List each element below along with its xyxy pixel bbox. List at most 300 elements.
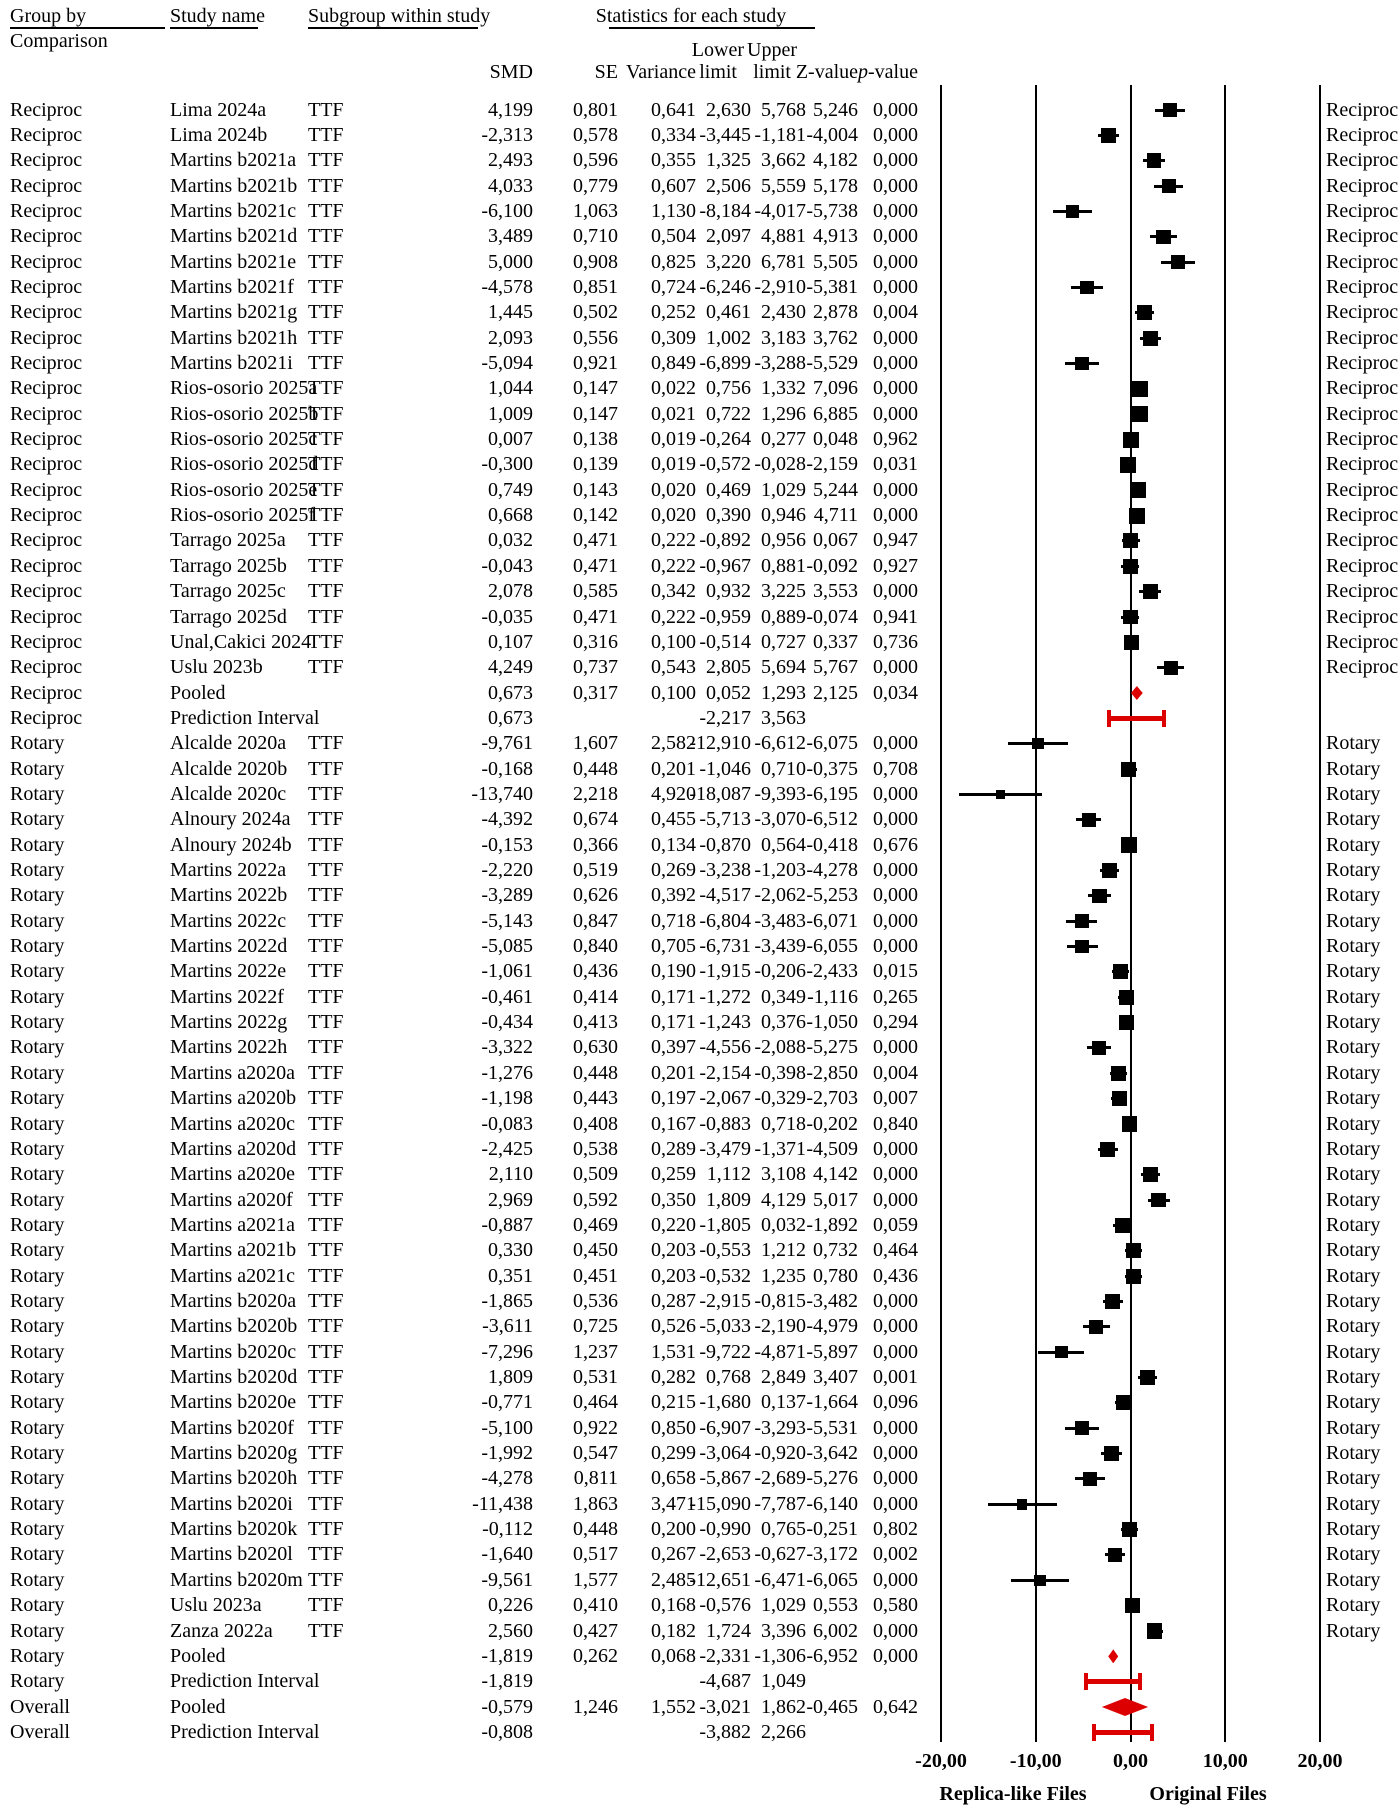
cell-lower: 1,325 bbox=[706, 149, 751, 172]
gridline bbox=[1224, 85, 1226, 1742]
cell-lower: -5,867 bbox=[699, 1467, 751, 1490]
cell-study: Martins b2021b bbox=[170, 174, 298, 197]
cell-subgroup: TTF bbox=[308, 1568, 344, 1591]
cell-smd: 0,668 bbox=[488, 504, 533, 527]
effect-square bbox=[1034, 1575, 1045, 1586]
cell-p: 0,034 bbox=[873, 681, 918, 704]
cell-group: Rotary bbox=[10, 909, 65, 932]
axis-tick-label: -20,00 bbox=[915, 1750, 967, 1772]
cell-subgroup: TTF bbox=[308, 1264, 344, 1287]
cell-variance: 0,825 bbox=[651, 250, 696, 273]
cell-group: Reciproc bbox=[10, 326, 83, 349]
cell-z: -2,850 bbox=[806, 1061, 858, 1084]
cell-lower: -6,804 bbox=[699, 909, 751, 932]
cell-upper: -0,028 bbox=[754, 453, 806, 476]
effect-square bbox=[1082, 813, 1096, 827]
cell-group: Reciproc bbox=[10, 275, 83, 298]
axis-tick-label: 10,00 bbox=[1202, 1750, 1248, 1772]
effect-square bbox=[1102, 863, 1117, 878]
cell-subgroup: TTF bbox=[308, 1391, 344, 1414]
cell-subgroup: TTF bbox=[308, 377, 344, 400]
pooled-diamond bbox=[1108, 1649, 1118, 1663]
cell-group: Reciproc bbox=[10, 529, 83, 552]
cell-variance: 0,203 bbox=[651, 1239, 696, 1262]
cell-upper: 6,781 bbox=[761, 250, 806, 273]
cell-z: 7,096 bbox=[813, 377, 858, 400]
effect-square bbox=[1120, 457, 1136, 473]
side-group-label: Reciproc bbox=[1326, 377, 1398, 400]
effect-square bbox=[1111, 1066, 1126, 1081]
cell-subgroup: TTF bbox=[308, 225, 344, 248]
cell-group: Rotary bbox=[10, 859, 65, 881]
cell-smd: -5,143 bbox=[481, 909, 533, 932]
cell-subgroup: TTF bbox=[308, 199, 344, 222]
effect-square bbox=[1119, 1015, 1134, 1030]
cell-p: 0,000 bbox=[873, 174, 918, 197]
cell-z: 3,762 bbox=[813, 326, 858, 349]
cell-variance: 0,021 bbox=[651, 402, 696, 425]
cell-subgroup: TTF bbox=[308, 1492, 344, 1515]
cell-upper: -0,398 bbox=[754, 1061, 806, 1084]
cell-subgroup: TTF bbox=[308, 1163, 344, 1186]
cell-se: 0,538 bbox=[573, 1137, 618, 1160]
cell-p: 0,000 bbox=[873, 504, 918, 527]
cell-se: 0,779 bbox=[573, 174, 618, 197]
cell-subgroup: TTF bbox=[308, 1036, 344, 1059]
cell-se: 0,448 bbox=[573, 1518, 618, 1541]
cell-p: 0,000 bbox=[873, 225, 918, 248]
cell-lower: 0,756 bbox=[706, 377, 751, 400]
cell-lower: 3,220 bbox=[706, 250, 751, 273]
cell-z: -6,071 bbox=[806, 909, 858, 932]
cell-z: -4,509 bbox=[806, 1137, 858, 1160]
cell-lower: 0,469 bbox=[706, 478, 751, 501]
cell-p: 0,436 bbox=[873, 1264, 918, 1287]
cell-subgroup: TTF bbox=[308, 935, 344, 958]
cell-z: -1,664 bbox=[806, 1391, 858, 1414]
cell-variance: 0,100 bbox=[651, 681, 696, 704]
cell-study: Tarrago 2025c bbox=[170, 580, 286, 603]
cell-upper: 0,564 bbox=[761, 833, 806, 856]
cell-smd: -0,035 bbox=[481, 605, 533, 628]
cell-p: 0,000 bbox=[873, 1492, 918, 1515]
cell-group: Rotary bbox=[10, 884, 65, 907]
cell-study: Martins 2022b bbox=[170, 884, 288, 907]
effect-square bbox=[1132, 406, 1148, 422]
cell-study: Tarrago 2025a bbox=[170, 529, 286, 552]
cell-smd: 1,445 bbox=[488, 301, 533, 324]
prediction-interval-cap bbox=[1092, 1724, 1096, 1741]
cell-z: -1,050 bbox=[806, 1011, 858, 1034]
cell-se: 0,262 bbox=[573, 1644, 618, 1667]
effect-square bbox=[1143, 584, 1158, 599]
cell-p: 0,004 bbox=[873, 1061, 918, 1084]
cell-se: 0,710 bbox=[573, 225, 618, 248]
effect-square bbox=[1121, 837, 1136, 852]
cell-lower: -5,713 bbox=[699, 808, 751, 831]
cell-p: 0,000 bbox=[873, 1619, 918, 1642]
cell-lower: -0,870 bbox=[699, 833, 751, 856]
cell-z: -5,531 bbox=[806, 1416, 858, 1439]
cell-subgroup: TTF bbox=[308, 301, 344, 324]
cell-subgroup: TTF bbox=[308, 1061, 344, 1084]
cell-study: Uslu 2023a bbox=[170, 1594, 262, 1617]
side-group-label: Rotary bbox=[1326, 1239, 1381, 1262]
cell-upper: 0,376 bbox=[761, 1011, 806, 1034]
cell-p: 0,000 bbox=[873, 1315, 918, 1338]
cell-upper: -4,017 bbox=[754, 199, 806, 222]
cell-smd: -3,289 bbox=[481, 884, 533, 907]
cell-variance: 0,222 bbox=[651, 554, 696, 577]
side-group-label: Rotary bbox=[1326, 884, 1381, 907]
effect-square bbox=[1126, 1243, 1141, 1258]
cell-study: Martins a2021b bbox=[170, 1239, 297, 1262]
cell-upper: 5,559 bbox=[761, 174, 806, 197]
cell-subgroup: TTF bbox=[308, 1087, 344, 1110]
cell-se: 0,142 bbox=[573, 504, 618, 527]
cell-se: 0,596 bbox=[573, 149, 618, 172]
side-group-label: Rotary bbox=[1326, 1416, 1381, 1439]
cell-group: Rotary bbox=[10, 757, 65, 780]
cell-variance: 3,471 bbox=[651, 1492, 696, 1515]
cell-study: Tarrago 2025b bbox=[170, 554, 287, 577]
cell-smd: 1,809 bbox=[488, 1366, 533, 1388]
effect-square bbox=[1123, 432, 1139, 448]
cell-study: Prediction Interval bbox=[170, 706, 320, 729]
cell-study: Martins b2020m bbox=[170, 1568, 303, 1591]
cell-smd: -3,322 bbox=[481, 1036, 533, 1059]
cell-group: Overall bbox=[10, 1695, 70, 1718]
cell-study: Martins b2020i bbox=[170, 1492, 293, 1515]
cell-se: 0,471 bbox=[573, 605, 618, 628]
cell-se: 0,451 bbox=[573, 1264, 618, 1287]
cell-variance: 0,020 bbox=[651, 504, 696, 527]
cell-upper: 0,710 bbox=[761, 757, 806, 780]
cell-z: 4,711 bbox=[813, 504, 858, 527]
cell-smd: -4,392 bbox=[481, 808, 533, 831]
cell-study: Martins b2020k bbox=[170, 1518, 298, 1541]
cell-lower: -12,910 bbox=[689, 732, 751, 755]
cell-smd: 5,000 bbox=[488, 250, 533, 273]
side-group-label: Rotary bbox=[1326, 1619, 1381, 1642]
cell-p: 0,464 bbox=[873, 1239, 918, 1262]
cell-p: 0,000 bbox=[873, 199, 918, 222]
cell-subgroup: TTF bbox=[308, 98, 344, 121]
cell-smd: 2,093 bbox=[488, 326, 533, 349]
cell-lower: -0,892 bbox=[699, 529, 751, 552]
cell-variance: 0,201 bbox=[651, 1061, 696, 1084]
cell-z: -0,418 bbox=[806, 833, 858, 856]
cell-variance: 0,168 bbox=[651, 1594, 696, 1617]
side-group-label: Reciproc bbox=[1326, 352, 1398, 374]
cell-lower: -1,915 bbox=[699, 960, 751, 983]
cell-se: 0,847 bbox=[573, 909, 618, 932]
header-subgroup: Subgroup within study bbox=[308, 5, 491, 27]
cell-group: Reciproc bbox=[10, 377, 83, 400]
cell-group: Reciproc bbox=[10, 681, 83, 704]
cell-study: Pooled bbox=[170, 1695, 226, 1718]
cell-p: 0,000 bbox=[873, 884, 918, 907]
cell-smd: 2,969 bbox=[488, 1188, 533, 1211]
cell-variance: 0,397 bbox=[651, 1036, 696, 1059]
cell-lower: 1,809 bbox=[706, 1188, 751, 1211]
cell-z: 3,553 bbox=[813, 580, 858, 603]
cell-group: Reciproc bbox=[10, 199, 83, 222]
cell-smd: 0,226 bbox=[488, 1594, 533, 1617]
cell-se: 0,737 bbox=[573, 656, 618, 679]
prediction-interval-cap bbox=[1162, 710, 1166, 727]
prediction-interval-cap bbox=[1150, 1724, 1154, 1741]
cell-lower: -6,246 bbox=[699, 275, 751, 298]
cell-upper: 3,183 bbox=[761, 326, 806, 349]
cell-study: Martins 2022h bbox=[170, 1036, 288, 1059]
cell-p: 0,736 bbox=[873, 630, 918, 653]
cell-p: 0,015 bbox=[873, 960, 918, 983]
side-group-label: Rotary bbox=[1326, 960, 1381, 983]
cell-subgroup: TTF bbox=[308, 884, 344, 907]
cell-p: 0,000 bbox=[873, 1467, 918, 1490]
cell-smd: 0,673 bbox=[488, 681, 533, 704]
cell-smd: -1,992 bbox=[481, 1442, 533, 1465]
cell-se: 0,450 bbox=[573, 1239, 618, 1262]
cell-p: 0,000 bbox=[873, 402, 918, 425]
cell-variance: 0,355 bbox=[651, 149, 696, 172]
cell-upper: 2,430 bbox=[761, 301, 806, 324]
cell-variance: 0,100 bbox=[651, 630, 696, 653]
replica-like-files-label: Replica-like Files bbox=[939, 1783, 1087, 1805]
cell-se: 0,851 bbox=[573, 275, 618, 298]
cell-upper: 2,266 bbox=[761, 1720, 806, 1743]
cell-se: 2,218 bbox=[573, 782, 618, 805]
side-group-label: Reciproc bbox=[1326, 149, 1398, 172]
cell-smd: 4,199 bbox=[488, 98, 533, 121]
effect-square bbox=[1156, 230, 1170, 244]
cell-p: 0,000 bbox=[873, 1036, 918, 1059]
header-study-name-underline bbox=[170, 27, 258, 29]
header-subgroup-underline bbox=[308, 27, 478, 29]
effect-square bbox=[1092, 889, 1106, 903]
cell-variance: 0,526 bbox=[651, 1315, 696, 1338]
cell-z: -5,276 bbox=[806, 1467, 858, 1490]
cell-study: Alcalde 2020c bbox=[170, 782, 287, 805]
cell-group: Rotary bbox=[10, 1315, 65, 1338]
cell-smd: 2,560 bbox=[488, 1619, 533, 1642]
axis-tick-label: 20,00 bbox=[1297, 1750, 1343, 1772]
header-comparison: Comparison bbox=[10, 30, 108, 52]
cell-variance: 1,531 bbox=[651, 1340, 696, 1363]
cell-lower: -3,064 bbox=[699, 1442, 751, 1465]
cell-lower: 0,932 bbox=[706, 580, 751, 603]
cell-study: Martins b2020d bbox=[170, 1366, 298, 1388]
cell-study: Martins b2021f bbox=[170, 275, 294, 298]
cell-smd: 0,351 bbox=[488, 1264, 533, 1287]
cell-variance: 0,350 bbox=[651, 1188, 696, 1211]
effect-square bbox=[1123, 610, 1138, 625]
cell-smd: 1,044 bbox=[488, 377, 533, 400]
cell-z: 5,178 bbox=[813, 174, 858, 197]
cell-lower: -3,445 bbox=[699, 123, 751, 146]
cell-se: 0,317 bbox=[573, 681, 618, 704]
cell-lower: -0,576 bbox=[699, 1594, 751, 1617]
cell-z: 4,142 bbox=[813, 1163, 858, 1186]
cell-se: 0,147 bbox=[573, 377, 618, 400]
cell-upper: -0,206 bbox=[754, 960, 806, 983]
cell-p: 0,001 bbox=[873, 1366, 918, 1388]
cell-se: 0,138 bbox=[573, 428, 618, 451]
cell-se: 0,547 bbox=[573, 1442, 618, 1465]
cell-smd: 0,032 bbox=[488, 529, 533, 552]
cell-upper: 1,332 bbox=[761, 377, 806, 400]
cell-group: Rotary bbox=[10, 1543, 65, 1566]
cell-variance: 0,167 bbox=[651, 1112, 696, 1135]
cell-se: 0,578 bbox=[573, 123, 618, 146]
cell-upper: 0,137 bbox=[761, 1391, 806, 1414]
side-group-label: Rotary bbox=[1326, 1011, 1381, 1034]
cell-se: 0,366 bbox=[573, 833, 618, 856]
cell-group: Rotary bbox=[10, 1213, 65, 1236]
cell-subgroup: TTF bbox=[308, 1289, 344, 1312]
cell-upper: -3,070 bbox=[754, 808, 806, 831]
cell-study: Martins b2020c bbox=[170, 1340, 297, 1363]
cell-lower: 2,805 bbox=[706, 656, 751, 679]
header-lower-limit: limit bbox=[699, 61, 737, 83]
cell-z: -6,065 bbox=[806, 1568, 858, 1591]
cell-p: 0,031 bbox=[873, 453, 918, 476]
cell-subgroup: TTF bbox=[308, 123, 344, 146]
cell-study: Zanza 2022a bbox=[170, 1619, 273, 1642]
cell-z: -5,738 bbox=[806, 199, 858, 222]
cell-subgroup: TTF bbox=[308, 1366, 344, 1388]
cell-variance: 0,019 bbox=[651, 453, 696, 476]
cell-z: -1,116 bbox=[807, 985, 858, 1008]
cell-subgroup: TTF bbox=[308, 529, 344, 552]
cell-group: Rotary bbox=[10, 1264, 65, 1287]
cell-z: -6,075 bbox=[806, 732, 858, 755]
cell-variance: 2,485 bbox=[651, 1568, 696, 1591]
cell-z: -6,140 bbox=[806, 1492, 858, 1515]
cell-p: 0,000 bbox=[873, 1416, 918, 1439]
cell-lower: -0,572 bbox=[699, 453, 751, 476]
cell-variance: 0,171 bbox=[651, 985, 696, 1008]
cell-p: 0,000 bbox=[873, 1289, 918, 1312]
cell-z: -0,092 bbox=[806, 554, 858, 577]
effect-square bbox=[1066, 205, 1079, 218]
cell-p: 0,941 bbox=[873, 605, 918, 628]
cell-se: 0,908 bbox=[573, 250, 618, 273]
cell-z: -0,465 bbox=[806, 1695, 858, 1718]
side-group-label: Reciproc bbox=[1326, 453, 1398, 476]
cell-group: Reciproc bbox=[10, 225, 83, 248]
cell-variance: 4,920 bbox=[651, 782, 696, 805]
cell-lower: -1,243 bbox=[699, 1011, 751, 1034]
cell-upper: -3,288 bbox=[754, 352, 806, 374]
cell-study: Alcalde 2020a bbox=[170, 732, 287, 755]
cell-smd: -0,168 bbox=[481, 757, 533, 780]
cell-p: 0,000 bbox=[873, 656, 918, 679]
cell-variance: 0,190 bbox=[651, 960, 696, 983]
cell-p: 0,642 bbox=[873, 1695, 918, 1718]
cell-se: 0,408 bbox=[573, 1112, 618, 1135]
cell-study: Rios-osorio 2025f bbox=[170, 504, 315, 527]
effect-square bbox=[1123, 559, 1138, 574]
cell-study: Martins a2020c bbox=[170, 1112, 295, 1135]
cell-study: Martins 2022d bbox=[170, 935, 288, 958]
cell-study: Alnoury 2024b bbox=[170, 833, 292, 856]
cell-study: Rios-osorio 2025e bbox=[170, 478, 318, 501]
cell-se: 0,414 bbox=[573, 985, 618, 1008]
cell-lower: -2,217 bbox=[699, 706, 751, 729]
cell-smd: -0,300 bbox=[481, 453, 533, 476]
cell-study: Tarrago 2025d bbox=[170, 605, 287, 628]
cell-group: Reciproc bbox=[10, 149, 83, 172]
cell-z: 0,553 bbox=[813, 1594, 858, 1617]
cell-study: Alcalde 2020b bbox=[170, 757, 288, 780]
cell-lower: 0,052 bbox=[706, 681, 751, 704]
cell-smd: -2,425 bbox=[481, 1137, 533, 1160]
cell-group: Rotary bbox=[10, 1340, 65, 1363]
effect-square bbox=[1143, 1167, 1158, 1182]
side-group-label: Reciproc bbox=[1326, 605, 1398, 628]
side-group-label: Rotary bbox=[1326, 1137, 1381, 1160]
cell-group: Rotary bbox=[10, 1518, 65, 1541]
cell-z: -2,433 bbox=[806, 960, 858, 983]
cell-subgroup: TTF bbox=[308, 326, 344, 349]
cell-study: Lima 2024b bbox=[170, 123, 268, 146]
cell-z: -0,202 bbox=[806, 1112, 858, 1135]
cell-upper: 0,718 bbox=[761, 1112, 806, 1135]
effect-square bbox=[1075, 1421, 1089, 1435]
effect-square bbox=[1116, 1395, 1131, 1410]
side-group-label: Rotary bbox=[1326, 833, 1381, 856]
cell-se: 0,556 bbox=[573, 326, 618, 349]
cell-variance: 0,282 bbox=[651, 1366, 696, 1388]
cell-p: 0,000 bbox=[873, 935, 918, 958]
side-group-label: Rotary bbox=[1326, 1163, 1381, 1186]
cell-group: Rotary bbox=[10, 1137, 65, 1160]
effect-square bbox=[1017, 1499, 1028, 1510]
effect-square bbox=[1126, 1269, 1141, 1284]
cell-study: Prediction Interval bbox=[170, 1720, 320, 1743]
cell-upper: 1,235 bbox=[761, 1264, 806, 1287]
cell-upper: 1,049 bbox=[761, 1670, 806, 1693]
cell-z: -4,979 bbox=[806, 1315, 858, 1338]
cell-variance: 1,130 bbox=[651, 199, 696, 222]
effect-square bbox=[1075, 357, 1089, 371]
cell-se: 0,316 bbox=[573, 630, 618, 653]
cell-variance: 0,220 bbox=[651, 1213, 696, 1236]
cell-z: -6,195 bbox=[806, 782, 858, 805]
side-group-label: Rotary bbox=[1326, 1442, 1381, 1465]
cell-se: 0,517 bbox=[573, 1543, 618, 1566]
axis-tick-label: 0,00 bbox=[1113, 1750, 1148, 1772]
cell-upper: -4,871 bbox=[754, 1340, 806, 1363]
cell-group: Reciproc bbox=[10, 174, 83, 197]
effect-square bbox=[1100, 1142, 1115, 1157]
cell-lower: 1,724 bbox=[706, 1619, 751, 1642]
effect-square bbox=[1055, 1346, 1068, 1359]
side-group-label: Reciproc bbox=[1326, 326, 1398, 349]
cell-subgroup: TTF bbox=[308, 1416, 344, 1439]
cell-group: Rotary bbox=[10, 1036, 65, 1059]
cell-lower: -3,479 bbox=[699, 1137, 751, 1160]
side-group-label: Reciproc bbox=[1326, 529, 1398, 552]
side-group-label: Rotary bbox=[1326, 1112, 1381, 1135]
effect-square bbox=[1130, 482, 1146, 498]
cell-subgroup: TTF bbox=[308, 757, 344, 780]
cell-se: 0,502 bbox=[573, 301, 618, 324]
cell-group: Reciproc bbox=[10, 98, 83, 121]
cell-group: Rotary bbox=[10, 1594, 65, 1617]
